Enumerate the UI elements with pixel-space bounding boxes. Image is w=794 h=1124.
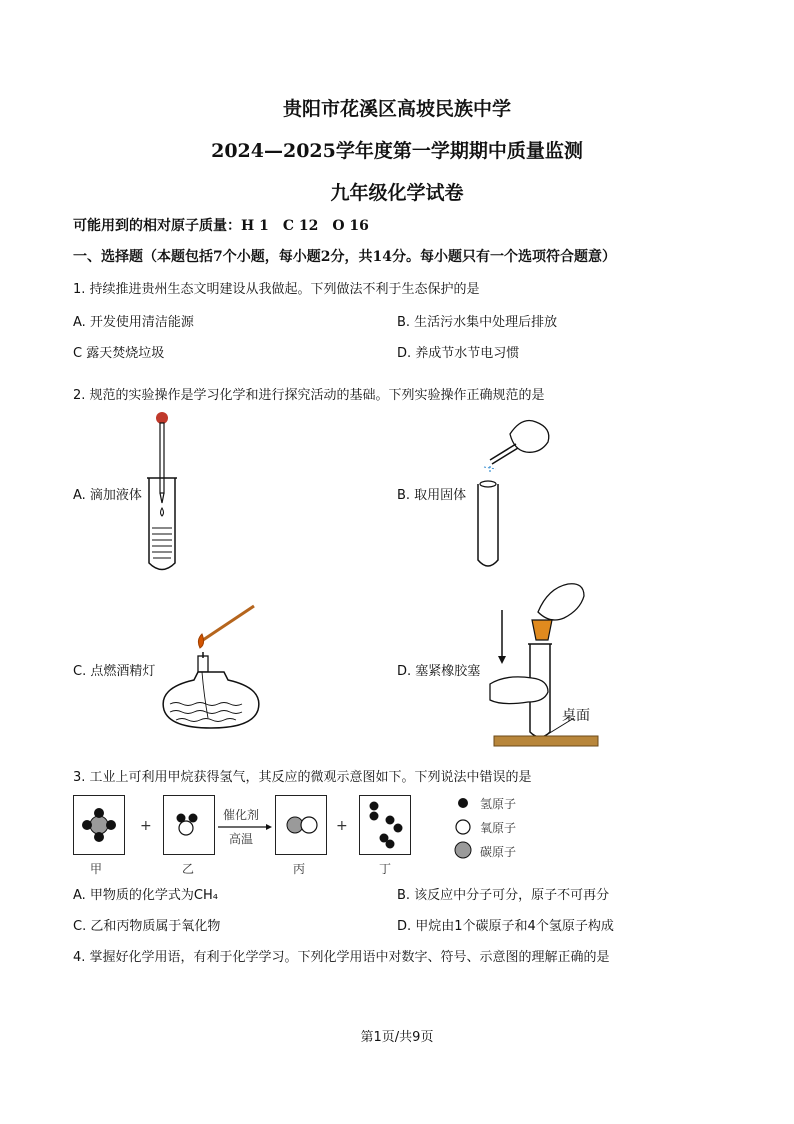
q3-option-b[interactable]: B. 该反应中分子可分，原子不可再分	[397, 888, 610, 903]
q2-option-a[interactable]: A. 滴加液体	[73, 488, 142, 503]
condition-label: 高温	[229, 832, 254, 846]
molecule-box-jia	[73, 795, 125, 855]
stopper-figure	[488, 582, 603, 754]
molecule-box-bing	[275, 795, 327, 855]
q1-stem: 1. 持续推进贵州生态文明建设从我做起。下列做法不利于生态保护的是	[73, 282, 480, 297]
desk-surface	[494, 736, 598, 746]
q3-option-d[interactable]: D. 甲烷由1个碳原子和4个氢原子构成	[397, 919, 614, 934]
oxygen-atom	[179, 821, 193, 835]
label-yi: 乙	[182, 862, 195, 876]
lower-hand-icon	[490, 677, 548, 704]
q2-stem: 2. 规范的实验操作是学习化学和进行探究活动的基础。下列实验操作正确规范的是	[73, 388, 545, 403]
legend-carbon: 碳原子	[480, 845, 517, 859]
molecule-box-ding	[359, 795, 411, 855]
oxygen-legend-icon	[456, 820, 470, 834]
legend-oxygen: 氧原子	[480, 821, 517, 835]
atomic-mass-line: 可能用到的相对原子质量：H 1 C 12 O 16	[73, 218, 369, 234]
q1-option-c[interactable]: C 露天焚烧垃圾	[73, 346, 165, 361]
label-bing: 丙	[293, 862, 306, 876]
q2-option-d[interactable]: D. 塞紧橡胶塞	[397, 664, 481, 679]
desk-label: 桌面	[562, 708, 590, 724]
q2-option-b[interactable]: B. 取用固体	[397, 488, 467, 503]
test-tube-b	[478, 484, 498, 566]
label-jia: 甲	[90, 862, 103, 876]
alcohol-lamp-figure	[160, 600, 265, 732]
page-number: 第1页/共9页	[360, 1030, 434, 1045]
carbon-legend-icon	[455, 842, 471, 858]
dropper-tube	[160, 423, 164, 493]
plus-sign-2: +	[336, 818, 348, 834]
q3-stem: 3. 工业上可利用甲烷获得氢气，其反应的微观示意图如下。下列说法中错误的是	[73, 770, 532, 785]
hydrogen-legend-icon	[458, 798, 468, 808]
q2-option-c[interactable]: C. 点燃酒精灯	[73, 664, 156, 679]
section1-title: 一、选择题（本题包括7个小题，每小题2分，共14分。每小题只有一个选项符合题意）	[73, 249, 616, 265]
label-ding: 丁	[379, 862, 392, 876]
upper-hand-icon	[538, 584, 584, 620]
q3-option-a[interactable]: A. 甲物质的化学式为CH₄	[73, 888, 218, 903]
match-stick	[200, 606, 254, 642]
flame-icon	[198, 634, 203, 648]
exam-title: 2024—2025学年度第一学期期中质量监测	[211, 140, 583, 162]
tweezers-test-tube-figure	[470, 412, 560, 574]
q1-option-d[interactable]: D. 养成节水节电习惯	[397, 346, 520, 361]
q1-option-b[interactable]: B. 生活污水集中处理后排放	[397, 315, 558, 330]
q4-stem: 4. 掌握好化学用语，有利于化学学习。下列化学用语中对数字、符号、示意图的理解正确的是	[73, 950, 610, 965]
hand-icon	[510, 421, 549, 453]
plus-sign-1: +	[140, 818, 152, 834]
rubber-stopper	[532, 620, 552, 640]
catalyst-label: 催化剂	[223, 808, 260, 822]
q3-option-c[interactable]: C. 乙和丙物质属于氧化物	[73, 919, 221, 934]
legend-hydrogen: 氢原子	[480, 797, 517, 811]
q1-option-a[interactable]: A. 开发使用清洁能源	[73, 315, 194, 330]
subject-title: 九年级化学试卷	[330, 182, 464, 204]
dropper-bulb	[156, 412, 168, 424]
dropper-test-tube-figure	[145, 408, 185, 576]
atom-legend	[453, 795, 475, 859]
molecule-box-yi	[163, 795, 215, 855]
school-title: 贵阳市花溪区高坡民族中学	[282, 98, 511, 120]
carbon-atom	[90, 816, 108, 834]
